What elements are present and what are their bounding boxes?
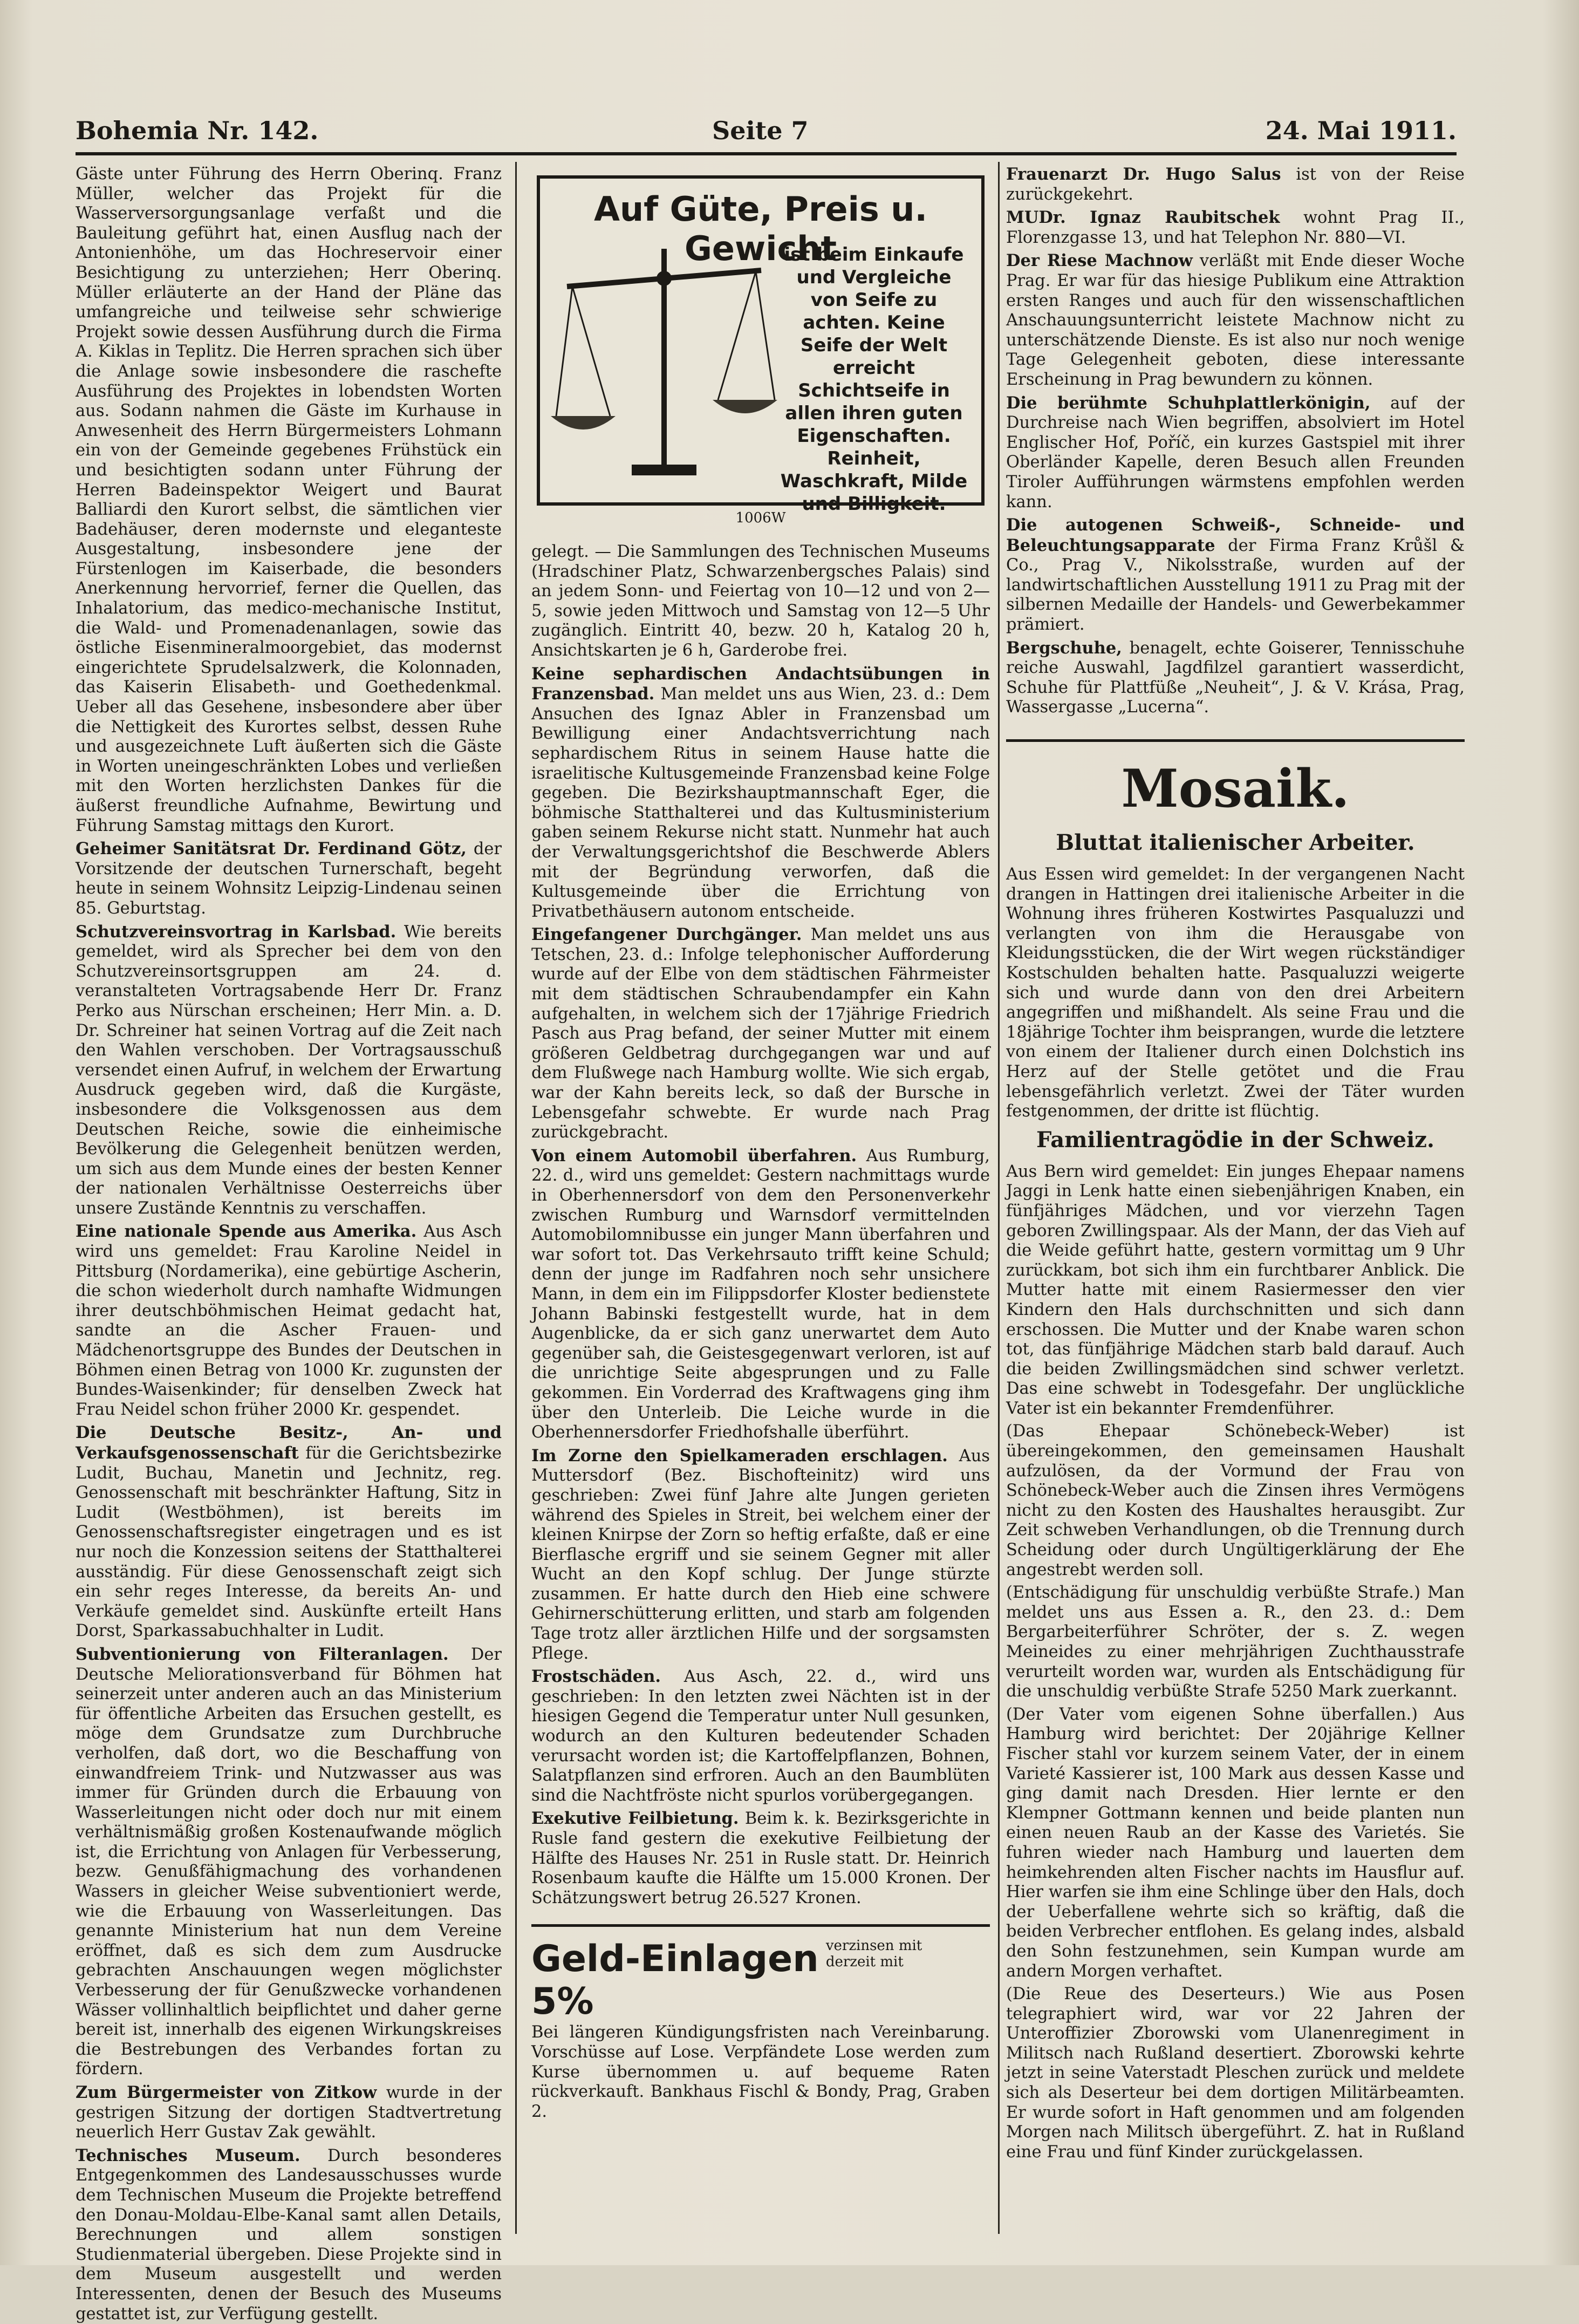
- article: Aus Bern wird gemeldet: Ein junges Ehepaar namens Jaggi in Lenk hatte einen siebenjährigen Knaben, ein fünfjähriges Mädchen, und vor vierzehn Tagen geboren Zwillingspaar. Als der Mann, der das Vieh auf die Weide geführt hatte, gestern vormittag um 9 Uhr zurückkam, bot sich ihm ein furchtbarer Anblick. Die Mutter hatte mit einem Rasiermesser den vier Kindern den Hals durchschnitten und sich dann erschossen. Die Mutter und der Knabe waren schon tot, das fünfjährige Mädchen starb bald darauf. Auch die beiden Zwillingsmädchen sind schwer verletzt. Das eine schwebt in Todesgefahr. Der unglückliche Vater ist ein bekannter Fremdenführer.: [1006, 1162, 1465, 1418]
- column-divider: [998, 162, 1000, 2234]
- soap-advertisement: [537, 175, 985, 515]
- page-header: [76, 116, 1457, 148]
- article: Geheimer Sanitätsrat Dr. Ferdinand Götz, der Vorsitzende der deutschen Turnerschaft, begeht heute in seinem Wohnsitz Leipzig-Lindenau seinen 85. Geburtstag.: [76, 839, 502, 918]
- column-1: [76, 165, 502, 2323]
- article: Von einem Automobil überfahren. Aus Rumburg, 22. d., wird uns gemeldet: Gestern nachmittags wurde in Oberhennersdorf von dem den Personenverkehr zwischen Rumburg und Warnsdorf vermittelnden Automobilomnibusse ein junger Mann überfahren und war sofort tot. Das Verkehrsauto trifft keine Schuld; denn der junge im Radfahren noch sehr unsichere Mann, in dem ein im Filippsdorfer Kloster bedienstete Johann Babinski festgestellt wurde, hat in dem Augenblicke, da er sich ganz unerwartet dem Auto gegenüber sah, die Geistesgegenwart verloren, ist auf die unrichtige Seite abgesprungen und zu Falle gekommen. Ein Vorderrad des Kraftwagens ging ihm über den Unterleib. Die Leiche wurde in die Oberhennersdorfer Friedhofshalle überführt.: [531, 1146, 990, 1442]
- bank-advertisement: [531, 1924, 990, 2122]
- column-3: [1006, 165, 1465, 2231]
- article: Zum Bürgermeister von Zitkow wurde in der gestrigen Sitzung der dortigen Stadtvertretung neuerlich Herr Gustav Zak gewählt.: [76, 2083, 502, 2142]
- article: Gäste unter Führung des Herrn Oberinq. Franz Müller, welcher das Projekt für die Wasserversorgungsanlage verfaßt und die Bauleitung geführt hat, einen Ausflug nach der Antonienhöhe, um das Hochreservoir einer Besichtigung zu unterziehen; Herr Oberinq. Müller erläuterte an der Hand der Pläne das umfangreiche und teilweise sehr schwierige Projekt sowie dessen Ausführung durch die Firma A. Kiklas in Teplitz. Die Herren sprachen sich über die Anlage sowie insbesondere die raschefte Ausführung des Projektes in lobendsten Worten aus. Sodann nahmen die Gäste im Kurhause in Anwesenheit des Herrn Bürgermeisters Lohmann ein von der Gemeinde gegebenes Frühstück ein und besichtigten sodann unter Führung der Herren Badeinspektor Weigert und Baurat Balliardi den Kurort selbst, die sämtlichen vier Badehäuser, deren modernste und eleganteste Ausgestaltung, insbesondere jene der Fürstenlogen im Kaiserbade, die besonders Anerkennung hervorrief, ferner die Quellen, das Inhalatorium, das medico-mechanische Institut, die Wald- und Promenadenanlagen, sowie das östliche Eisenmineralmoorgebiet, das modernst eingerichtete Sprudelsalzwerk, die Kolonnaden, das Kaiserin Elisabeth- und Goethedenkmal. Ueber all das Gesehene, insbesondere aber über die Nettigkeit des Kurortes selbst, dessen Ruhe und ausgezeichnete Luft äußerten sich die Gäste in Worten uneingeschränkten Lobes und verließen mit den Worten herzlichsten Dankes für die äußerst freundliche Aufnahme, Bewirtung und Führung Samstag mittags den Kurort.: [76, 165, 502, 835]
- article: Im Zorne den Spielkameraden erschlagen. Aus Muttersdorf (Bez. Bischofteinitz) wird uns geschrieben: Zwei fünf Jahre alte Jungen gerieten während des Spieles in Streit, bei welchem einer der kleinen Knirpse der Zorn so heftig erfaßte, daß er eine Bierflasche ergriff und sie seinem Gegner mit aller Wucht an den Kopf schlug. Der Junge stürzte zusammen. Er hatte durch den Hieb eine schwere Gehirnerschütterung erlitten, und starb am folgenden Tage trotz aller ärztlichen Hilfe und der sorgsamsten Pflege.: [531, 1446, 990, 1663]
- column-2: [531, 165, 990, 2231]
- article: (Entschädigung für unschuldig verbüßte Strafe.) Man meldet uns aus Essen a. R., den 23. d.: Dem Bergarbeiterführer Schröter, der s. Z. wegen Meineides zu einer mehrjährigen Zuchthausstrafe verurteilt worden war, wurden als Entschädigung für die unschuldig verbüßte Strafe 5250 Mark zuerkannt.: [1006, 1583, 1465, 1701]
- article: Exekutive Feilbietung. Beim k. k. Bezirksgerichte in Rusle fand gestern die exekutive Feilbietung der Hälfte des Hauses Nr. 251 in Rusle statt. Dr. Heinrich Rosenbaum kaufte die Hälfte um 15.000 Kronen. Der Schätzungswert betrug 26.527 Kronen.: [531, 1809, 990, 1907]
- scales-icon: [551, 238, 777, 486]
- header-date: 24. Mai 1911.: [1265, 116, 1457, 145]
- article: Keine sephardischen Andachtsübungen in Franzensbad. Man meldet uns aus Wien, 23. d.: Dem Ansuchen des Ignaz Abler in Franzensbad um Bewilligung einer Andachtsverrichtung nach sephardischem Ritus in seinem Hause hatte die israelitische Kultusgemeinde Franzensbad keine Folge gegeben. Die Bezirkshauptmannschaft Eger, die böhmische Statthalterei und das Kultusministerium gaben seinem Rekurse nicht statt. Nunmehr hat auch der Verwaltungsgerichtshof die Beschwerde Ablers mit der Begründung verworfen, daß die Kultusgemeinde über die Errichtung von Privatbethäusern autonom entscheide.: [531, 664, 990, 921]
- article-headline: Familientragödie in der Schweiz.: [1036, 1127, 1434, 1153]
- article: Technisches Museum. Durch besonderes Entgegenkommen des Landesausschusses wurde dem Technischen Museum die Projekte betreffend den Donau-Moldau-Elbe-Kanal samt allen Details, Berechnungen und allem sonstigen Studienmaterial übergeben. Diese Projekte sind in dem Museum ausgestellt und werden Interessenten, denen der Besuch des Museums gestattet ist, zur Verfügung gestellt.: [76, 2145, 502, 2323]
- header-page-number: Seite 7: [712, 116, 809, 145]
- header-publication: Bohemia Nr. 142.: [76, 116, 319, 145]
- article: Eine nationale Spende aus Amerika. Aus Asch wird uns gemeldet: Frau Karoline Neidel in Pittsburg (Nordamerika), eine gebürtige Ascherin, die schon wiederholt durch namhafte Widmungen ihrer deutschböhmischen Heimat gedacht hat, sandte an die Ascher Frauen- und Mädchenortsgruppe des Bundes der Deutschen in Böhmen einen Betrag von 1000 Kr. zugunsten der Bundes-Waisenkinder; für denselben Zweck hat Frau Neidel schon früher 2000 Kr. gespendet.: [76, 1222, 502, 1419]
- article: Frauenarzt Dr. Hugo Salus ist von der Reise zurückgekehrt.: [1006, 165, 1465, 204]
- ad-body: ist beim Einkaufe und Vergleiche von Seife zu achten. Keine Seife der Welt erreicht Schichtseife in allen ihren guten Eigenschaften. Reinheit, Waschkraft, Milde und Billigkeit.: [780, 244, 968, 515]
- ad-interest-note: verzinsen mit derzeit mit: [825, 1938, 922, 1971]
- article: (Das Ehepaar Schönebeck-Weber) ist übereingekommen, den gemeinsamen Haushalt aufzulösen, da der Vormund der Frau von Schönebeck-Weber auch die Zinsen ihres Vermögens nicht zu den Kosten des Haushaltes herausgibt. Zur Zeit schweben Verhandlungen, ob die Trennung durch Scheidung oder durch Ungültigerklärung der Ehe angestrebt werden soll.: [1006, 1422, 1465, 1579]
- article: Die autogenen Schweiß-, Schneide- und Beleuchtungsapparate der Firma Franz Krůšl & Co., Prag V., Nikolsstraße, wurden auf der landwirtschaftlichen Ausstellung 1911 zu Prag mit der silbernen Medaille der Handels- und Gewerbekammer prämiert.: [1006, 515, 1465, 635]
- article: Die Deutsche Besitz-, An- und Verkaufsgenossenschaft für die Gerichtsbezirke Ludit, Buchau, Manetin und Jechnitz, reg. Genossenschaft mit beschränkter Haftung, Sitz in Ludit (Westböhmen), ist bereits im Genossenschaftsregister eingetragen und es ist nur noch die Konzession seitens der Statthalterei ausständig. Für diese Genossenschaft zeigt sich ein sehr reges Interesse, da bereits An- und Verkäufe gemeldet sind. Auskünfte erteilt Hans Dorst, Sparkassabuchhalter in Ludit.: [76, 1423, 502, 1641]
- article: Frostschäden. Aus Asch, 22. d., wird uns geschrieben: In den letzten zwei Nächten ist in der hiesigen Gegend die Temperatur unter Null gesunken, wodurch an den Kulturen bedeutender Schaden verursacht worden ist; die Kartoffelpflanzen, Bohnen, Salatpflanzen sind erfroren. Auch an den Baumblüten sind die Nachtfröste nicht spurlos vorübergegangen.: [531, 1667, 990, 1805]
- ad-code: 1006W: [735, 510, 786, 526]
- ad-interest-rate: 5%: [531, 1980, 594, 2023]
- article: Aus Essen wird gemeldet: In der vergangenen Nacht drangen in Hattingen drei italienische Arbeiter in die Wohnung ihres früheren Kostwirtes Pasqualuzzi und verlangten von ihm die Herausgabe von Kleidungsstücken, die der Wirt wegen rückständiger Kostschulden behalten hatte. Pasqualuzzi weigerte sich und wurde dann von den drei Arbeitern angegriffen und mißhandelt. Als seine Frau und die 18jährige Tochter ihm beisprangen, wurde die letztere von einem der Italiener durch einen Dolchstich ins Herz auf der Stelle getötet und die Frau lebensgefährlich verletzt. Zwei der Täter wurden festgenommen, der dritte ist flüchtig.: [1006, 865, 1465, 1121]
- article-headline: Bluttat italienischer Arbeiter.: [1056, 830, 1415, 856]
- article: Subventionierung von Filteranlagen. Der Deutsche Meliorationsverband für Böhmen hat seinerzeit unter anderen auch an das Ministerium für öffentliche Arbeiten das Ersuchen gestellt, es möge dem Grundsatze zum Durchbruche verholfen, daß dort, wo die Beschaffung von einwandfreiem Trink- und Nutzwasser aus was immer für Gründen durch die Erbauung von Wasserleitungen nicht oder doch nur mit einem verhältnismäßig großen Kostenaufwande möglich ist, die Errichtung von Anlagen für Verbesserung, bezw. Genußfähigmachung des vorhandenen Wassers in gleicher Weise subventioniert werde, wie die Erbauung von Wasserleitungen. Das genannte Ministerium hat nun dem Vereine eröffnet, daß es sich dem zum Ausdrucke gebrachten Anschauungen wegen möglichster Verbesserung der für Genußzwecke vorhandenen Wässer vollinhaltlich beipflichtet und daher gerne bereit ist, innerhalb des eigenen Wirkungskreises die Bestrebungen des Verbandes fortan zu fördern.: [76, 1644, 502, 2079]
- article: gelegt. — Die Sammlungen des Technischen Museums (Hradschiner Platz, Schwarzenbergsches Palais) sind an jedem Sonn- und Feiertag von 10—12 und von 2—5, sowie jeden Mittwoch und Samstag von 12—5 Uhr zugänglich. Eintritt 40, bezw. 20 h, Katalog 20 h, Ansichtskarten je 6 h, Garderobe frei.: [531, 542, 990, 660]
- header-rule: [76, 152, 1457, 155]
- article: (Die Reue des Deserteurs.) Wie aus Posen telegraphiert wird, war vor 22 Jahren der Unteroffizier Zborowski vom Ulanenregiment in Militsch nach Rußland desertiert. Zborowski kehrte jetzt in seine Vaterstadt Pleschen zurück und meldete sich als Deserteur bei dem dortigen Militärbeamten. Er wurde sofort in Haft genommen und am folgenden Morgen nach Militsch übergeführt. Z. hat in Rußland eine Frau und fünf Kinder zurückgelassen.: [1006, 1985, 1465, 2162]
- column-divider: [515, 162, 517, 2234]
- section-title: Mosaik.: [1006, 739, 1465, 819]
- ad-text: Bei längeren Kündigungsfristen nach Vereinbarung. Vorschüsse auf Lose. Verpfändete Lose werden zum Kurse übernommen u. auf bequeme Raten rückverkauft. Bankhaus Fischl & Bondy, Prag, Graben 2.: [531, 2023, 990, 2121]
- article: Die berühmte Schuhplattlerkönigin, auf der Durchreise nach Wien begriffen, absolviert im Hotel Englischer Hof, Poříč, ein kurzes Gastspiel mit ihrer Oberländer Kapelle, deren Besuch allen Freunden Tiroler Aufführungen wärmstens empfohlen werden kann.: [1006, 393, 1465, 512]
- article: Der Riese Machnow verläßt mit Ende dieser Woche Prag. Er war für das hiesige Publikum eine Attraktion ersten Ranges und auch für den wissenschaftlichen Anschauungsunterricht leistete Machnow nicht zu unterschätzende Dienste. Es ist also nur noch wenige Tage Gelegenheit geboten, diese interessante Erscheinung in Prag bewundern zu können.: [1006, 251, 1465, 389]
- article: Eingefangener Durchgänger. Man meldet uns aus Tetschen, 23. d.: Infolge telephonischer Aufforderung wurde auf der Elbe von dem städtischen Fährmeister mit dem städtischen Schraubendampfer ein Kahn aufgehalten, in welchem sich der 17jährige Friedrich Pasch aus Prag befand, der seiner Mutter mit einem größeren Geldbetrag durchgegangen war und auf dem Flußwege nach Hamburg wollte. Wie sich ergab, war der Kahn bereits leck, so daß der Bursche in Lebensgefahr schwebte. Er wurde nach Prag zurückgebracht.: [531, 925, 990, 1142]
- article: Bergschuhe, benagelt, echte Goiserer, Tennisschuhe reiche Auswahl, Jagdfilzel garantiert wasserdicht, Schuhe für Plattfüße „Neuheit“, J. & V. Krása, Prag, Wassergasse „Lucerna“.: [1006, 638, 1465, 717]
- article: Schutzvereinsvortrag in Karlsbad. Wie bereits gemeldet, wird als Sprecher bei dem von den Schutzvereinsortsgruppen am 24. d. veranstalteten Vortragsabende Herr Dr. Franz Perko aus Nürschan erscheinen; Herr Min. a. D. Dr. Schreiner hat seinen Vortrag auf die Zeit nach den Wahlen verschoben. Der Vortragsausschuß versendet einen Aufruf, in welchem der Erwartung Ausdruck gegeben wird, daß die Kurgäste, insbesondere die Volksgenossen aus dem Deutschen Reiche, sowie die einheimische Bevölkerung die Gelegenheit benützen werden, um sich aus dem Munde eines der besten Kenner der nationalen Verhältnisse Oesterreichs über unsere Zustände Kenntnis zu verschaffen.: [76, 922, 502, 1218]
- article: (Der Vater vom eigenen Sohne überfallen.) Aus Hamburg wird berichtet: Der 20jährige Kellner Fischer stahl vor kurzem seinem Vater, der in einem Varieté Kassierer ist, 100 Mark aus dessen Kasse und ging damit nach Dresden. Hier lernte er den Klempner Gottmann kennen und beide planten nun einen neuen Raub an der Kasse des Varietés. Sie fuhren wieder nach Hamburg und lauerten dem heimkehrenden alten Fischer nachts im Hausflur auf. Hier warfen sie ihm eine Schlinge über den Hals, doch der Ueberfallene wehrte sich so kräftig, daß die beiden Verbrecher entflohen. Es gelang indes, alsbald den Sohn festzunehmen, sein Kumpan wurde am andern Morgen verhaftet.: [1006, 1705, 1465, 1981]
- article: MUDr. Ignaz Raubitschek wohnt Prag II., Florenzgasse 13, und hat Telephon Nr. 880—VI.: [1006, 208, 1465, 247]
- ad-title: Auf Güte, Preis u. Gewicht: [593, 189, 928, 268]
- ad-headline: Geld-Einlagen: [531, 1938, 819, 1981]
